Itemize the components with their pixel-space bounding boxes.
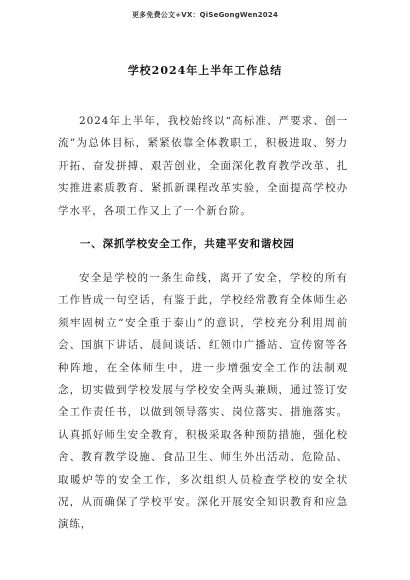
section-paragraph: 安全是学校的一条生命线，离开了安全，学校的所有工作皆成一句空话，有鉴于此，学校经常教育全体师生必须牢固树立“安全重于泰山”的意识，学校充分利用周前会、国旗下讲话、晨间谈话、红领巾广播站、宣传窗等各种阵地，在全体师生中，进一步增强安全工作的法制观念，切实做到学校发展与学校安全两头兼顾，通过签订安全工作责任书，以做到领导落实、岗位落实、措施落实。认真抓好师生安全教育，积极采取各种预防措施，强化校舍、教育教学设施、食品卫生、师生外出活动、危险品、取暖炉等的安全工作，多次组织人员检查学校的安全状况，从而确保了学校平安。深化开展安全知识教育和应急演练， (58, 272, 348, 531)
watermark-header: 更多免费公文+VX：QiSeGongWen2024 (131, 11, 279, 19)
section-heading: 一、深抓学校安全工作，共建平安和谐校园 (80, 238, 295, 250)
document-title: 学校2024年上半年工作总结 (127, 64, 283, 77)
intro-paragraph: 2024年上半年，我校始终以“高标准、严要求、创一流”为总体目标，紧紧依靠全体教职工，积极进取、努力开拓、奋发拼搏、艰苦创业，全面深化教育教学改革、扎实推进素质教育、紧抓新课程改革实验，全面提高学校办学水平，各项工作又上了一个新台阶。 (58, 115, 348, 217)
